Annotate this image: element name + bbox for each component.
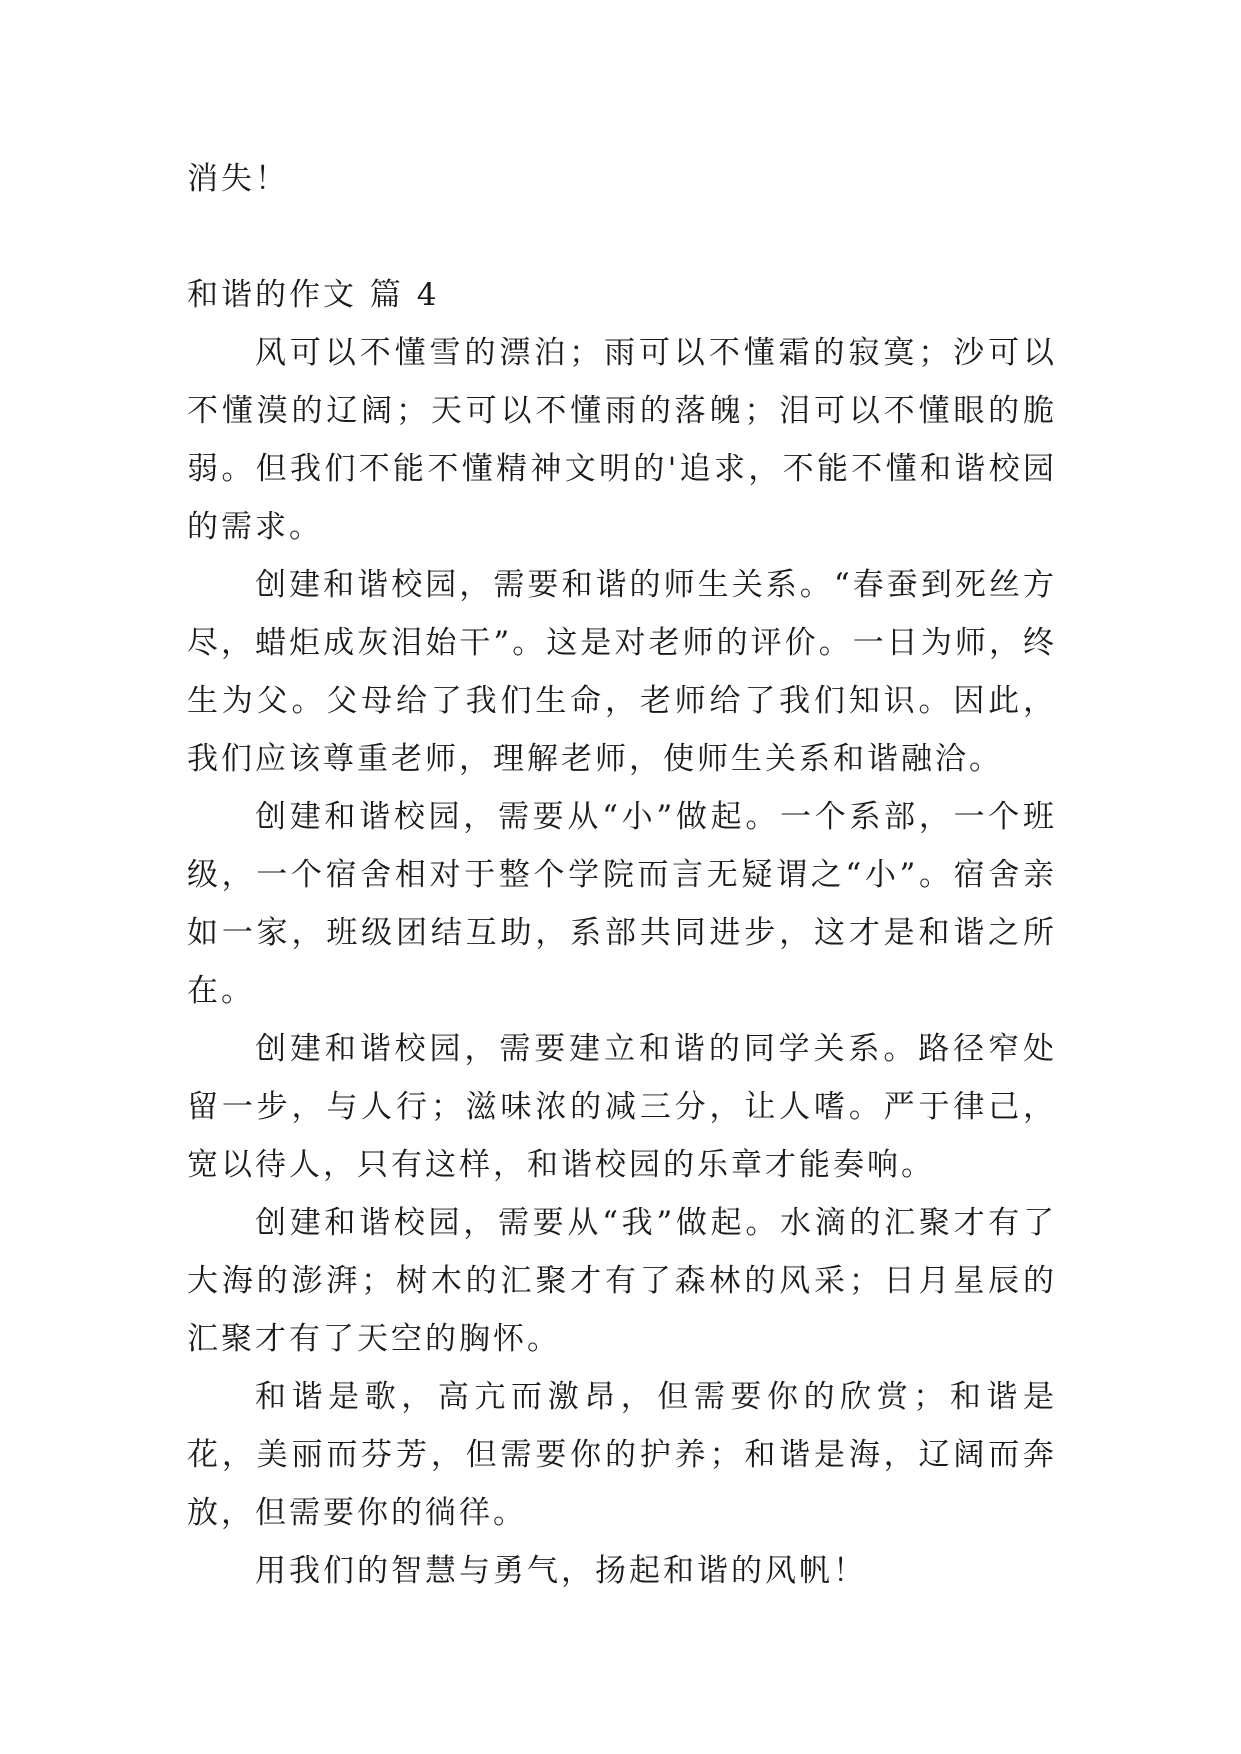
paragraph-1: 风可以不懂雪的漂泊；雨可以不懂霜的寂寞；沙可以不懂漠的辽阔；天可以不懂雨的落魄；泪可以不懂眼的脆弱。但我们不能不懂精神文明的'追求，不能不懂和谐校园的需求。: [187, 335, 1057, 545]
paragraph-6: 和谐是歌，高亢而激昂，但需要你的欣赏；和谐是花，美丽而芬芳，但需要你的护养；和谐是海，辽阔而奔放，但需要你的徜徉。: [187, 1379, 1057, 1531]
paragraph-4: 创建和谐校园，需要建立和谐的同学关系。路径窄处留一步，与人行；滋味浓的减三分，让人嗜。严于律己，宽以待人，只有这样，和谐校园的乐章才能奏响。: [187, 1031, 1057, 1183]
previous-essay-ending: 消失！: [187, 161, 289, 197]
paragraph-7: 用我们的智慧与勇气，扬起和谐的风帆！: [255, 1553, 867, 1589]
paragraph-2: 创建和谐校园，需要和谐的师生关系。“春蚕到死丝方尽，蜡炬成灰泪始干”。这是对老师的评价。一日为师，终生为父。父母给了我们生命，老师给了我们知识。因此，我们应该尊重老师，理解老师，使师生关系和谐融洽。: [187, 567, 1057, 777]
essay-heading: 和谐的作文 篇 4: [187, 277, 440, 313]
paragraph-3: 创建和谐校园，需要从“小”做起。一个系部，一个班级，一个宿舍相对于整个学院而言无疑谓之“小”。宿舍亲如一家，班级团结互助，系部共同进步，这才是和谐之所在。: [187, 799, 1057, 1009]
document-page: [187, 150, 1057, 1600]
paragraph-5: 创建和谐校园，需要从“我”做起。水滴的汇聚才有了大海的澎湃；树木的汇聚才有了森林的风采；日月星辰的汇聚才有了天空的胸怀。: [187, 1205, 1057, 1357]
